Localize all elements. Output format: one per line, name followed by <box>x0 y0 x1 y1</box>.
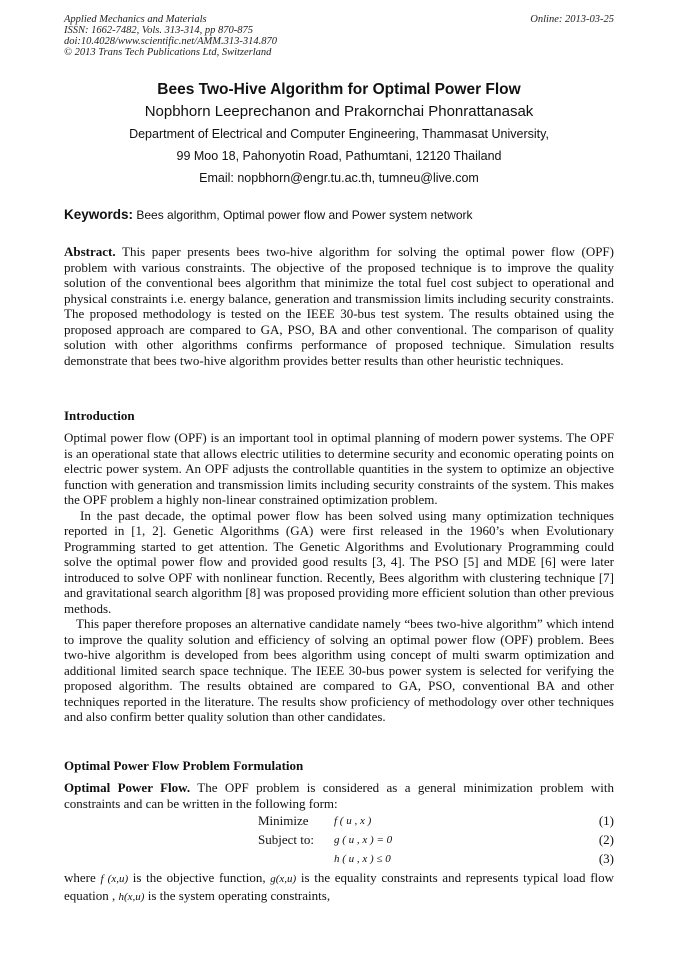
copyright: © 2013 Trans Tech Publications Ltd, Switzerland <box>64 47 272 58</box>
equation-number: (1) <box>598 813 614 828</box>
opf-text: The OPF problem is considered as a general minimization problem with constraints and can be written in the following form: <box>64 780 614 811</box>
intro-paragraph-3: This paper therefore proposes an alternative candidate namely “bees two-hive algorithm” which intend to improve the quality solution and efficiency of solving an optimal power flow (OPF) problem. Bees two-hive algorithm is developed from bees algorithm using concept of multi swarm optimization and additional limited search space technique. The IEEE 30-bus power system is selected for verifying the proposed algorithm. The results obtained are compared to GA, PSO, conventional BA and other techniques reported in the literature. The results show proficiency of methodology over other techniques and also confirm better quality solution than other candidates. <box>64 616 614 724</box>
affiliation-line-2: 99 Moo 18, Pahonyotin Road, Pathumtani, 12120 Thailand <box>176 149 502 163</box>
online-date: Online: 2013-03-25 <box>530 14 614 25</box>
doi: doi:10.4028/www.scientific.net/AMM.313-314.870 <box>64 36 277 47</box>
opf-heading: Optimal Power Flow Problem Formulation <box>64 758 304 773</box>
equation-2 <box>0 832 678 850</box>
where-text: is the system operating constraints, <box>147 887 331 903</box>
equation-label: Subject to: <box>258 832 314 847</box>
keywords-label: Keywords: <box>64 207 134 222</box>
math-f: f (x,u) <box>100 873 129 885</box>
equation-number: (2) <box>598 832 614 847</box>
journal-header <box>64 14 614 58</box>
opf-label: Optimal Power Flow. <box>64 780 191 795</box>
opf-intro <box>64 780 614 811</box>
intro-paragraph-1: Optimal power flow (OPF) is an important tool in optimal planning of modern power systems. The OPF is an operational state that allows electric utilities to determine security and economic operating points on electric power system. An OPF adjusts the controllable quantities in the system to optimize an objective function with generation and transmission limits including security constraints of the system. This makes the OPF problem a highly non-linear constrained optimization problem. <box>64 430 614 507</box>
where-text: is the objective function, <box>132 870 266 885</box>
equation-expr: h ( u , x ) ≤ 0 <box>334 853 391 865</box>
math-g: g(x,u) <box>270 873 297 885</box>
where-text: where <box>64 870 96 885</box>
abstract <box>64 244 614 368</box>
equation-number: (3) <box>598 851 614 866</box>
keywords-text: Bees algorithm, Optimal power flow and Power system network <box>136 208 473 222</box>
email: Email: nopbhorn@engr.tu.ac.th, tumneu@live.com <box>199 171 479 185</box>
intro-paragraph-2: In the past decade, the optimal power flow has been solved using many optimization techniques reported in [1, 2]. Genetic Algorithms (GA) were first released in the 1960’s when Evolutionary Programming started to get attention. The Genetic Algorithms and Evolutionary Programming could solve the optimal power flow and provided good results [3, 4]. The PSO [5] and MDE [6] were later introduced to solve OPF with nonlinear function. Recently, Bees algorithm with clustering technique [7] and gravitational search algorithm [8] was proposed providing more efficient solution than other previous methods. <box>64 507 614 616</box>
keywords <box>64 207 614 222</box>
equation-3 <box>0 851 678 869</box>
math-h: h(x,u) <box>118 890 145 903</box>
where-text: is the equality constraints and represents typical load flow equation , <box>64 870 615 903</box>
abstract-label: Abstract. <box>64 244 116 259</box>
authors: Nopbhorn Leeprechanon and Prakornchai Phonrattanasak <box>144 103 534 120</box>
introduction-body <box>64 430 614 725</box>
abstract-text: This paper presents bees two-hive algorithm for solving the optimal power flow (OPF) problem with various constraints. The objective of the proposed technique is to improve the quality solution of the conventional bees algorithm that minimize the total fuel cost subject to operational and physical constraints i.e. energy balance, generation and transmission limits including security constraints. The proposed methodology is tested on the IEEE 30-bus test system. The results obtained using the proposed approach are compared to GA, PSO, BA and other conventional. The comparison of quality solution with other algorithms confirms performance of proposed technique. Simulation results demonstrate that bees two-hive algorithm provides better results than other heuristic techniques. <box>64 244 614 368</box>
journal-name: Applied Mechanics and Materials <box>64 14 207 25</box>
equation-expr: g ( u , x ) = 0 <box>334 834 393 846</box>
intro-heading: Introduction <box>64 408 135 423</box>
where-clause <box>64 870 614 905</box>
equation-label: Minimize <box>258 813 309 828</box>
affiliation-line-1: Department of Electrical and Computer Engineering, Thammasat University, <box>129 127 549 141</box>
title-block <box>0 80 678 189</box>
paper-title: Bees Two-Hive Algorithm for Optimal Power Flow <box>157 81 521 98</box>
equation-1 <box>0 813 678 831</box>
issn: ISSN: 1662-7482, Vols. 313-314, pp 870-875 <box>64 25 253 36</box>
equation-expr: f ( u , x ) <box>334 815 372 827</box>
